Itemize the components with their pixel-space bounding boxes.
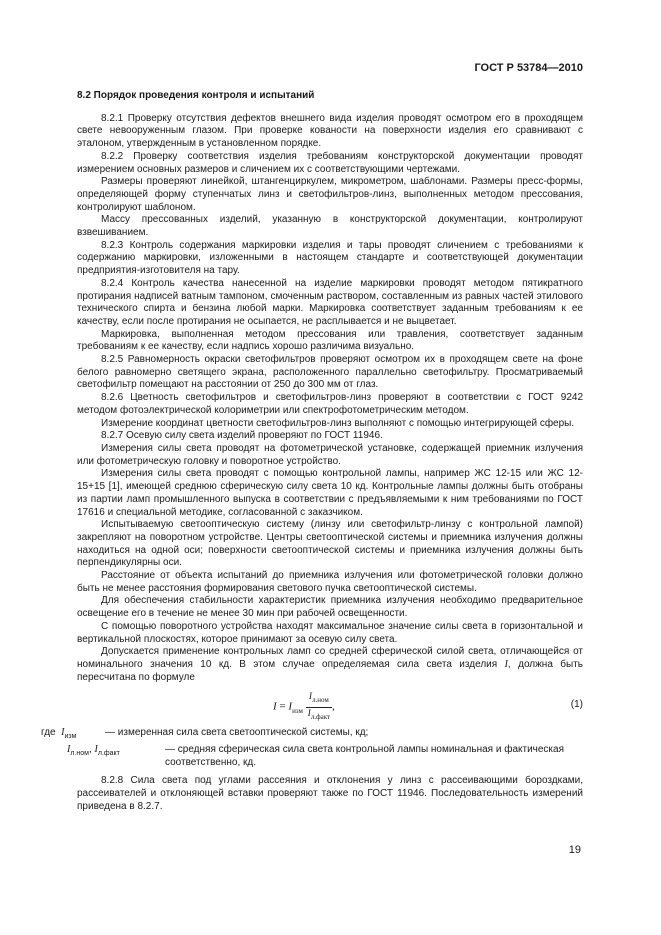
- formula-number: (1): [570, 699, 583, 711]
- paragraph: Маркировка, выполненная методом прессования или травления, соответствует заданным требованиям к ее качеству, если надпись хорошо различима визуально.: [77, 328, 583, 353]
- paragraph: 8.2.5 Равномерность окраски светофильтров проверяют осмотром их в проходящем свете на фоне белого равномерно светящего экрана, расположенного параллельно светофильтру. Просматриваемый светофильтр помещают на расстоянии от 250 до 300 мм от глаз.: [77, 354, 583, 391]
- paragraph-list: [77, 113, 583, 647]
- document-id: ГОСТ Р 53784—2010: [474, 62, 583, 74]
- section-title: 8.2 Порядок проведения контроля и испытаний: [77, 90, 315, 101]
- paragraph: С помощью поворотного устройства находят максимальное значение силы света в горизонтальной и вертикальной плоскостях, которое принимают за осевую силу света.: [77, 620, 583, 645]
- paragraph: 8.2.4 Контроль качества нанесенной на изделие маркировки проводят методом пятикратного протирания надписей ватным тампоном, смоченным раствором, составленным из равных частей этилового технического спирта и бензина любой марки. Маркировка соответствует заданным требованиям к ее качеству, если после протирания не осыпается, не расплывается и не выцветает.: [77, 277, 583, 327]
- paragraph: Для обеспечения стабильности характеристик приемника излучения необходимо предварительное освещение его в течение не менее 30 мин при рабочей освещенности.: [77, 595, 583, 620]
- formula-fraction: $\frac{I_{л.ном}}{I_{л.факт}}$: [307, 692, 331, 721]
- paragraph: Размеры проверяют линейкой, штангенциркулем, микрометром, шаблонами. Размеры пресс-формы, определяющей форму ступенчатых линз и светофильтров-линз, выполненных методом прессования, контролируют шаблоном.: [77, 176, 583, 213]
- legend-row: $I_{л.ном}$, $I_{л.факт}$ — средняя сферическая сила света контрольной лампы номинальная и фактическая соответственно, кд.: [67, 744, 565, 768]
- page-number: 19: [568, 844, 581, 856]
- page-content: [41, 90, 583, 814]
- paragraph: Испытываемую светооптическую систему (линзу или светофильтр-линзу с контрольной лампой) закрепляют на поворотном устройстве. Центры светооптической системы и приемника излучения должны находиться на одной оси; поверхности светооптической системы и приемника излучения должны быть перпендикулярны оси.: [77, 519, 583, 569]
- paragraph: Расстояние от объекта испытаний до приемника излучения или фотометрической головки должно быть не менее расстояния формирования светового пучка светооптической системы.: [77, 570, 583, 594]
- paragraph-formula-intro: Допускается применение контрольных ламп со средней сферической силой света, отличающейся от номинального значения 10 кд. В этом случае определяемая сила света изделия I, должна быть пересчитана по формуле: [77, 646, 583, 683]
- paragraph: 8.2.7 Осевую силу света изделий проверяют по ГОСТ 11946.: [101, 430, 383, 442]
- paragraph: 8.2.6 Цветность светофильтров и светофильтров-линз проверяют в соответствии с ГОСТ 9242 методом фотоэлектрической колориметрии или спектрофотометрическим методом.: [77, 392, 583, 416]
- formula: [77, 689, 583, 723]
- legend-row: где $I_{изм}$ — измеренная сила света светооптической системы, кд;: [41, 727, 369, 741]
- paragraph: 8.2.1 Проверку отсутствия дефектов внешнего вида изделия проводят осмотром его в проходящем свете невооруженным глазом. При проверке кованости на поверхности изделия его сравнивают с эталоном, утвержденным в установленном порядке.: [77, 112, 583, 150]
- paragraph: Массу прессованных изделий, указанную в конструкторской документации, контролируют взвешиванием.: [77, 214, 583, 239]
- paragraph-8-2-8: 8.2.8 Сила света под углами рассеяния и отклонения у линз с рассеивающими бороздками, рассеивателей и отклоняющей вставки проверяют также по ГОСТ 11946. Последовательность измерений приведена в 8.2.7.: [77, 775, 583, 812]
- formula-legend: [41, 727, 583, 769]
- paragraph: Измерения силы света проводят на фотометрической установке, содержащей приемник излучения или фотометрическую головку и поворотное устройство.: [77, 442, 583, 467]
- paragraph: Измерения силы света проводят с помощью контрольной лампы, например ЖС 12-15 или ЖС 12-15+15 [1], имеющей среднюю сферическую силу света 10 кд. Контрольные лампы должны быть отобраны из партии ламп промышленного выпуска в соответствии с предъявляемыми к ним требованиями по ГОСТ 17616 и специальной методике, согласованной с заказчиком.: [77, 468, 583, 518]
- paragraph: 8.2.2 Проверку соответствия изделия требованиям конструкторской документации проводят измерением основных размеров и сличением их с соответствующими чертежами.: [77, 150, 583, 175]
- paragraph: 8.2.3 Контроль содержания маркировки изделия и тары проводят сличением с требованиями к содержанию маркировки, изложенными в настоящем стандарте и соответствующей документации предприятия-изготовителя на тару.: [77, 239, 583, 277]
- paragraph: Измерение координат цветности светофильтров-линз выполняют с помощью интегрирующей сферы.: [101, 417, 575, 429]
- formula-expression: $I = I_{изм}$ $\frac{I_{л.ном}}{I_{л.факт}}$ ,: [273, 691, 335, 723]
